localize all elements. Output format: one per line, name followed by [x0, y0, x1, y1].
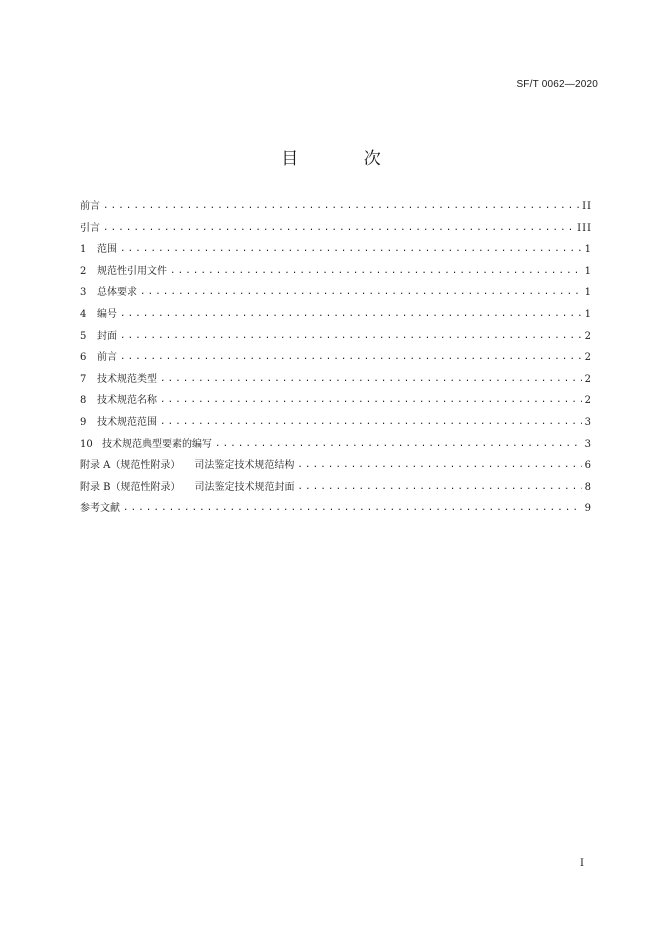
- toc-dot-leader: [103, 196, 579, 218]
- toc-entry-subtitle: 司法鉴定技术规范结构: [194, 460, 295, 472]
- toc-dot-leader: [170, 261, 582, 283]
- toc-dot-leader: [103, 218, 574, 240]
- toc-entry-label: 前言: [97, 352, 117, 364]
- toc-entry[interactable]: [80, 239, 592, 261]
- toc-dot-leader: [160, 390, 582, 412]
- toc-entry-number: 4: [80, 308, 87, 320]
- toc-dot-leader: [123, 498, 582, 520]
- toc-entry-label: 前言: [80, 201, 100, 212]
- toc-entry[interactable]: [80, 455, 592, 477]
- toc-entry[interactable]: [80, 196, 592, 218]
- toc-entry-number: 8: [80, 395, 87, 407]
- toc-entry-page: 2: [584, 352, 592, 364]
- toc-entry-label: 技术规范典型要素的编写: [102, 438, 212, 450]
- toc-entry-page: 1: [584, 287, 592, 299]
- toc-entry-label: 封面: [97, 330, 117, 342]
- toc-entry-number: 5: [80, 330, 87, 342]
- toc-dot-leader: [160, 369, 582, 391]
- toc-dot-leader: [297, 455, 581, 477]
- toc-entry-page: 2: [584, 330, 592, 342]
- toc-dot-leader: [120, 239, 582, 261]
- toc-dot-leader: [120, 347, 582, 369]
- toc-entry-number: 6: [80, 352, 87, 364]
- toc-entry[interactable]: [80, 261, 592, 283]
- standard-code: SF/T 0062—2020: [516, 79, 598, 90]
- toc-entry[interactable]: [80, 369, 592, 391]
- toc-entry-page: III: [577, 222, 592, 234]
- toc-entry-label: 技术规范类型: [97, 373, 157, 385]
- toc-entry-page: 3: [584, 438, 592, 450]
- toc-entry[interactable]: [80, 498, 592, 520]
- toc-entry[interactable]: [80, 412, 592, 434]
- toc-entry-page: 1: [584, 265, 592, 277]
- toc-entry-page: 9: [584, 503, 592, 515]
- toc-entry[interactable]: [80, 347, 592, 369]
- toc-entry-page: 1: [584, 308, 592, 320]
- toc-entry-label: 参考文献: [80, 503, 120, 515]
- toc-dot-leader: [298, 477, 582, 499]
- toc-entry[interactable]: [80, 304, 592, 326]
- toc-dot-leader: [120, 326, 582, 348]
- toc-entry[interactable]: [80, 390, 592, 412]
- toc-entry[interactable]: [80, 434, 592, 456]
- page-title: 目 次: [281, 149, 411, 169]
- toc-entry-number: 3: [80, 287, 87, 299]
- toc-dot-leader: [120, 304, 582, 326]
- toc-entry-page: 8: [584, 481, 592, 493]
- toc-entry-page: 6: [584, 460, 592, 472]
- toc-dot-leader: [160, 412, 582, 434]
- toc-entry-number: 1: [80, 244, 87, 256]
- toc-entry-label: 附录 B（规范性附录）: [80, 481, 181, 493]
- toc-entry[interactable]: [80, 477, 592, 499]
- toc-entry[interactable]: [80, 326, 592, 348]
- toc-entry-page: 1: [584, 244, 592, 256]
- toc-dot-leader: [140, 282, 582, 304]
- toc-entry-page: 2: [584, 373, 592, 385]
- toc-entry[interactable]: [80, 218, 592, 240]
- toc-entry-label: 技术规范范围: [97, 416, 157, 428]
- toc-entry-page: 2: [584, 395, 592, 407]
- toc-entry-number: 7: [80, 373, 87, 385]
- toc-dot-leader: [215, 434, 582, 456]
- toc-entry-label: 引言: [80, 222, 100, 234]
- toc-entry-page: II: [582, 201, 592, 212]
- toc-entry-label: 范围: [97, 244, 117, 256]
- toc-entry-label: 技术规范名称: [97, 395, 157, 407]
- toc-entry-number: 2: [80, 265, 87, 277]
- table-of-contents: [80, 196, 592, 520]
- toc-entry-number: 10: [80, 438, 93, 450]
- page-number: I: [580, 858, 584, 869]
- toc-entry[interactable]: [80, 282, 592, 304]
- toc-entry-label: 编号: [97, 308, 117, 320]
- toc-entry-label: 总体要求: [97, 287, 137, 299]
- toc-entry-page: 3: [584, 416, 592, 428]
- toc-entry-label: 规范性引用文件: [97, 265, 167, 277]
- toc-entry-number: 9: [80, 416, 87, 428]
- toc-entry-subtitle: 司法鉴定技术规范封面: [194, 481, 295, 493]
- toc-entry-label: 附录 A（规范性附录）: [80, 460, 181, 472]
